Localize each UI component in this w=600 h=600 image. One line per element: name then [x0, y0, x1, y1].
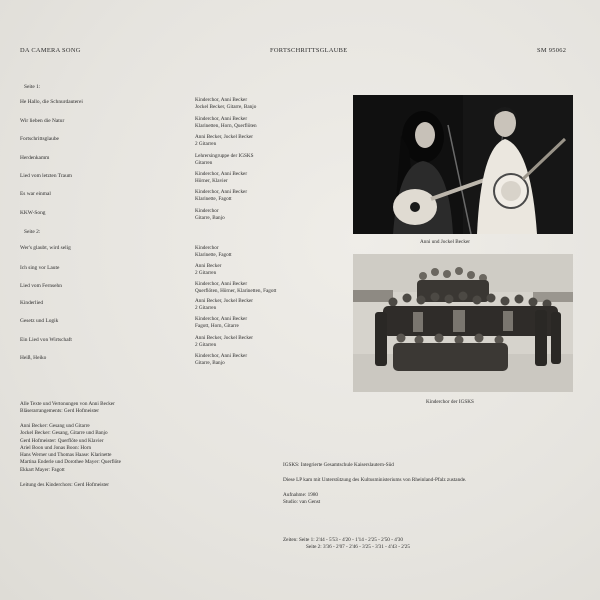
track-credits: Anni Becker, Jockel Becker 2 Gitarren [195, 298, 253, 312]
recording-info: Aufnahme: 1980 Studio: van Genst [283, 492, 321, 506]
album-title: FORTSCHRITTSGLAUBE [270, 47, 348, 54]
duo-photo-image [353, 95, 573, 234]
credits-choir-leader: Leitung des Kinderchors: Gerd Hofmeister [20, 482, 110, 488]
duo-photo [353, 95, 573, 234]
choir-photo-image [353, 254, 573, 392]
side1-label: Seite 1: [24, 84, 41, 90]
track-title: KKW-Song [20, 210, 46, 216]
igsks-info: IGSKS: Integrierte Gesamtschule Kaiserslautern-Süd [283, 462, 394, 468]
times-side2: Seite 2: 3'36 - 2'07 - 2'46 - 3'25 - 3'31 - 4'43 - 2'25 [306, 544, 410, 551]
track-credits: Kinderchor Klarinette, Fagott [195, 245, 232, 259]
track-credits: Lehrersingruppe der IGSKS Gitarren [195, 153, 254, 167]
track-title: Ich sing vor Laute [20, 265, 60, 271]
track-title: Herdenkamm [20, 155, 50, 161]
track-title: Wir lieben die Natur [20, 118, 65, 124]
track-title: Ein Lied von Wirtschaft [20, 337, 72, 343]
credits-composer: Alle Texte und Vertonungen von Anni Becker Bläserarrangements: Gerd Hofmeister [20, 401, 115, 415]
track-title: Wer's glaubt, wird selig [20, 245, 71, 251]
side2-label: Seite 2: [24, 229, 41, 235]
track-credits: Kinderchor, Anni Becker Querflöten, Hörner, Klarinetten, Fagott [195, 281, 277, 295]
catalog-number: SM 95062 [537, 47, 567, 54]
track-title: Kinderlied [20, 300, 44, 306]
track-credits: Kinderchor Gitarre, Banjo [195, 208, 225, 222]
times-side1: Zeiten: Seite 1: 2'44 - 5'53 - 4'20 - 1'14 - 2'25 - 2'50 - 4'30 [283, 537, 403, 543]
label-name: DA CAMERA SONG [20, 47, 81, 54]
track-credits: Anni Becker, Jockel Becker 2 Gitarren [195, 335, 253, 349]
support-note: Diese LP kam mit Unterstützung des Kultusministeriums von Rheinland-Pfalz zustande. [283, 477, 467, 483]
track-credits: Anni Becker 2 Gitarren [195, 263, 222, 277]
duo-caption: Anni und Jockel Becker [420, 239, 470, 245]
choir-photo [353, 254, 573, 392]
credits-performers: Anni Becker: Gesang und Gitarre Jockel Becker: Gesang, Gitarre und Banjo Gerd Hofmeister: Querflöte und Klavier Ariel Boon und Jonas Boon: Horn Hans Werner und Thomas Haase: Klarinette Martina Enderle und Dorothee Mayer: Querflöte Ekkart Mayer: Fagott [20, 423, 121, 473]
track-credits: Kinderchor, Anni Becker Gitarre, Banjo [195, 353, 248, 367]
track-credits: Kinderchor, Anni Becker Klarinetten, Horn, Querflöten [195, 116, 257, 130]
track-title: Gesetz und Logik [20, 318, 59, 324]
track-credits: Kinderchor, Anni Becker Klarinette, Fagott [195, 189, 248, 203]
choir-caption: Kinderchor der IGSKS [426, 399, 474, 405]
track-title: Lied vom letzten Traum [20, 173, 72, 179]
track-credits: Kinderchor, Anni Becker Fagott, Horn, Gitarre [195, 316, 248, 330]
track-credits: Kinderchor, Anni Becker Hörner, Klavier [195, 171, 248, 185]
track-times [283, 537, 410, 552]
track-title: Lied vom Fernsehn [20, 283, 62, 289]
track-credits: Kinderchor, Anni Becker Jockel Becker, Gitarre, Banjo [195, 97, 257, 111]
track-title: Es war einmal [20, 191, 51, 197]
track-title: He Hallo, die Schnurdauterei [20, 99, 83, 105]
track-title: Heiß, Heiko [20, 355, 47, 361]
track-credits: Anni Becker, Jockel Becker 2 Gitarren [195, 134, 253, 148]
track-title: Fortschrittsglaube [20, 136, 59, 142]
